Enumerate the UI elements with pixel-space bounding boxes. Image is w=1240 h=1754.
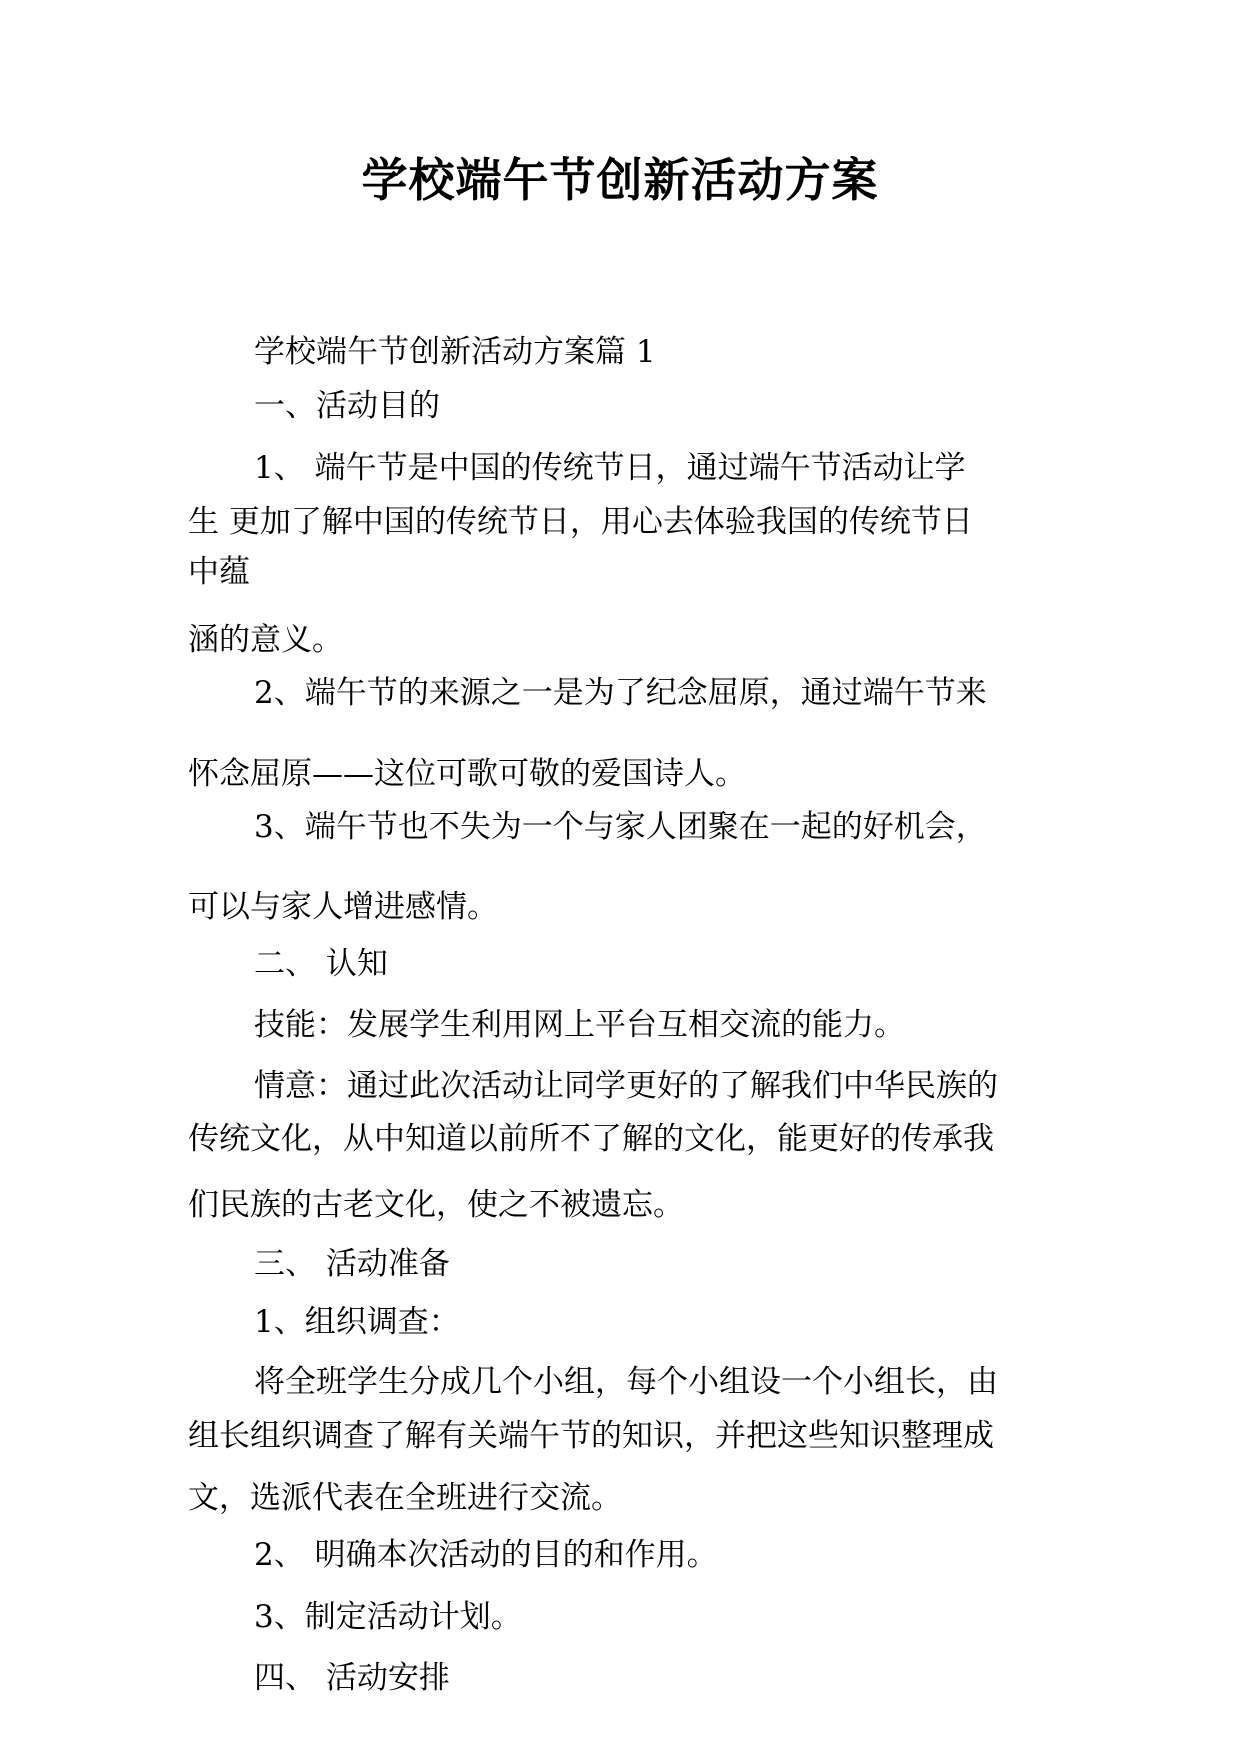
paragraph-line: 涵的意义。 [188,622,343,658]
paragraph-line: 1、 端午节是中国的传统节日，通过端午节活动让学 [254,450,966,486]
section-heading: 一、活动目的 [254,388,440,424]
document-title: 学校端午节创新活动方案 [361,153,879,207]
paragraph-line: 可以与家人增进感情。 [188,889,498,925]
paragraph-line: 们民族的古老文化，使之不被遗忘。 [188,1187,684,1223]
paragraph-line: 传统文化，从中知道以前所不了解的文化，能更好的传承我 [188,1121,994,1157]
paragraph-line: 将全班学生分成几个小组，每个小组设一个小组长，由 [254,1364,998,1400]
paragraph-line: 生 更加了解中国的传统节日，用心去体验我国的传统节日 [188,504,973,540]
section-heading: 三、 活动准备 [254,1246,450,1282]
paragraph-line: 文，选派代表在全班进行交流。 [188,1480,622,1516]
paragraph-line: 中蕴 [188,554,250,590]
paragraph-line: 2、 明确本次活动的目的和作用。 [254,1537,718,1573]
section-heading: 二、 认知 [254,946,388,982]
paragraph-line: 怀念屈原——这位可歌可敬的爱国诗人。 [188,756,746,792]
paragraph-line: 情意：通过此次活动让同学更好的了解我们中华民族的 [254,1068,998,1104]
paragraph-line: 2、端午节的来源之一是为了纪念屈原，通过端午节来 [254,675,987,711]
paragraph-line: 1、组织调查： [254,1304,460,1340]
section-heading: 四、 活动安排 [254,1660,450,1696]
paragraph-line: 组长组织调查了解有关端午节的知识，并把这些知识整理成 [188,1418,994,1454]
paragraph-line: 3、制定活动计划。 [254,1599,522,1635]
subtitle-line: 学校端午节创新活动方案篇 1 [254,334,656,370]
paragraph-line: 3、端午节也不失为一个与家人团聚在一起的好机会， [254,809,987,845]
paragraph-line: 技能：发展学生利用网上平台互相交流的能力。 [254,1007,905,1043]
